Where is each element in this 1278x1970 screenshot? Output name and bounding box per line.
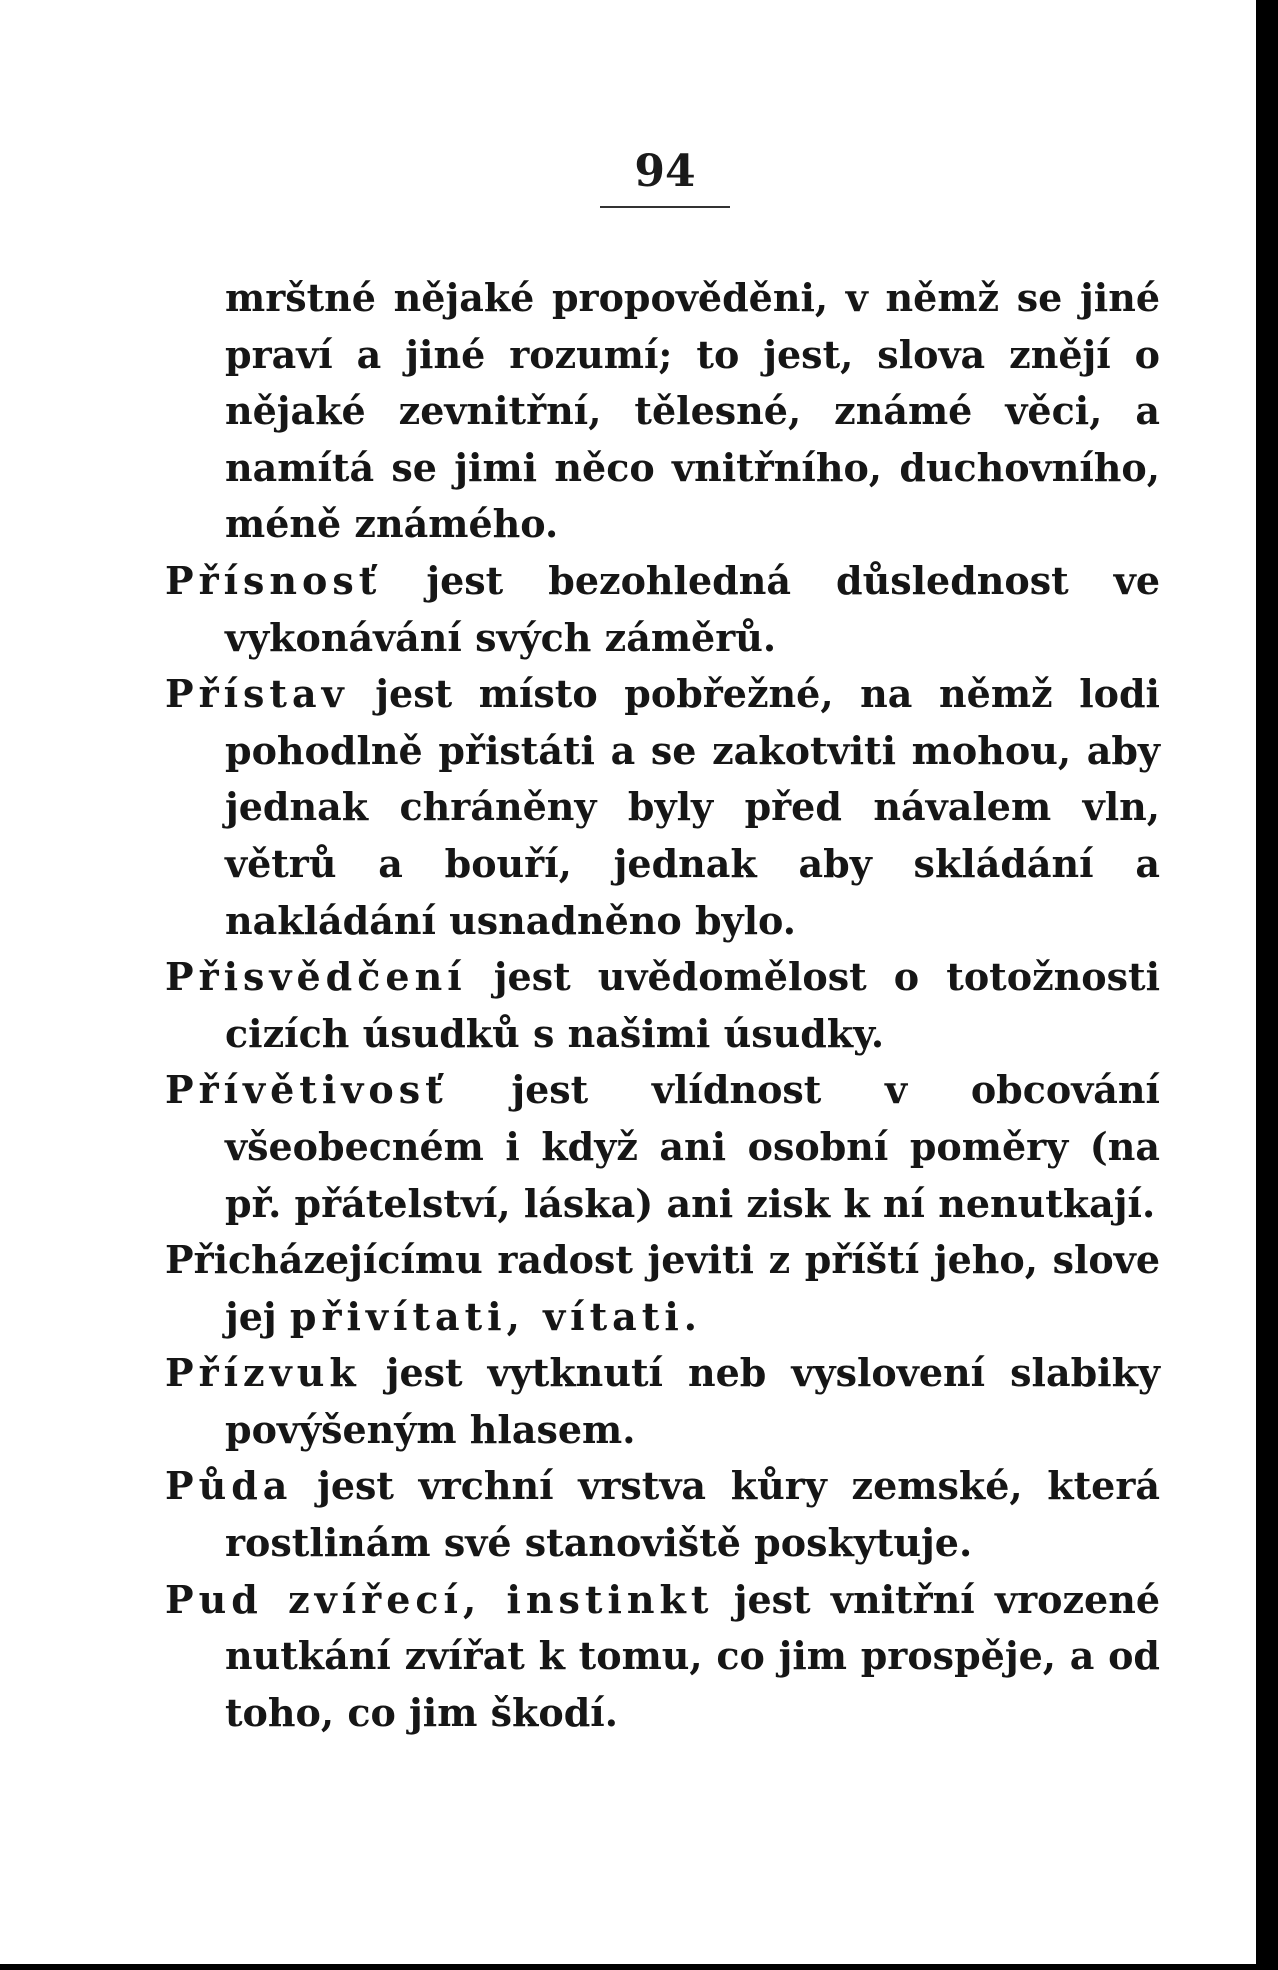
entry-text: jest místo pobřežné, na němž lodi pohodlně přistáti a se zakotviti mohou, aby jednak chráněny byly před návalem vln, větrů a bouří, jednak aby skládání a nakládání usnadněno bylo.: [225, 671, 1160, 943]
entry: [165, 1345, 1160, 1458]
entry-spaced-term: přivítati, vítati: [289, 1293, 684, 1339]
entry-term: Přívětivosť: [165, 1067, 448, 1113]
entry: [165, 1572, 1160, 1742]
entry-text: jest vnitřní vrozené nutkání zvířat k tomu, co jim prospěje, a od toho, co jim škodí.: [225, 1576, 1161, 1735]
entry-term: Pud zvířecí, instinkt: [165, 1576, 714, 1622]
entry-term: Přízvuk: [165, 1350, 361, 1396]
page-number-rule: [600, 206, 730, 208]
page-number: 94: [634, 146, 696, 197]
entry-text: jest vrchní vrstva kůry zemské, která rostlinám své stanoviště poskytuje.: [225, 1463, 1160, 1566]
dictionary-text: [165, 270, 1160, 1741]
entry-term: Přístav: [165, 671, 349, 717]
entry-text: jest bezohledná důslednost ve vykonávání svých záměrů.: [225, 557, 1160, 660]
entry-term: Přisvědčení: [165, 954, 467, 1000]
entry: [165, 1458, 1160, 1571]
entry: [165, 949, 1160, 1062]
entry-term: Půda: [165, 1463, 293, 1509]
entry-tail: .: [683, 1293, 697, 1339]
entry-text: jest vlídnost v obcování všeobecném i když ani osobní poměry (na př. přátelství, láska) ani zisk k ní nenutkají.: [225, 1067, 1160, 1226]
entry-text: jest vytknutí neb vyslovení slabiky povýšeným hlasem.: [225, 1350, 1160, 1452]
page-edge-shadow: [1256, 0, 1278, 1970]
entry: [165, 666, 1160, 949]
entry-text: mrštné nějaké propověděni, v němž se jiné praví a jiné rozumí; to jest, slova znějí o nějaké zevnitřní, tělesné, známé věci, a namítá se jimi něco vnitřního, duchovního, méně známého.: [225, 275, 1160, 547]
page-edge-bottom: [0, 1964, 1278, 1970]
entry: [165, 553, 1160, 666]
entry: [165, 1062, 1160, 1232]
entry-term: Přicházejícímu: [165, 1237, 483, 1283]
entry-text: radost jeviti z příští jeho, slove jej: [225, 1237, 1160, 1339]
entry-term: Přísnosť: [165, 557, 382, 603]
entry-text: jest uvědomělost o totožnosti cizích úsudků s našimi úsudky.: [225, 954, 1160, 1056]
entry: [165, 1232, 1160, 1345]
entry-continuation: [165, 270, 1160, 553]
